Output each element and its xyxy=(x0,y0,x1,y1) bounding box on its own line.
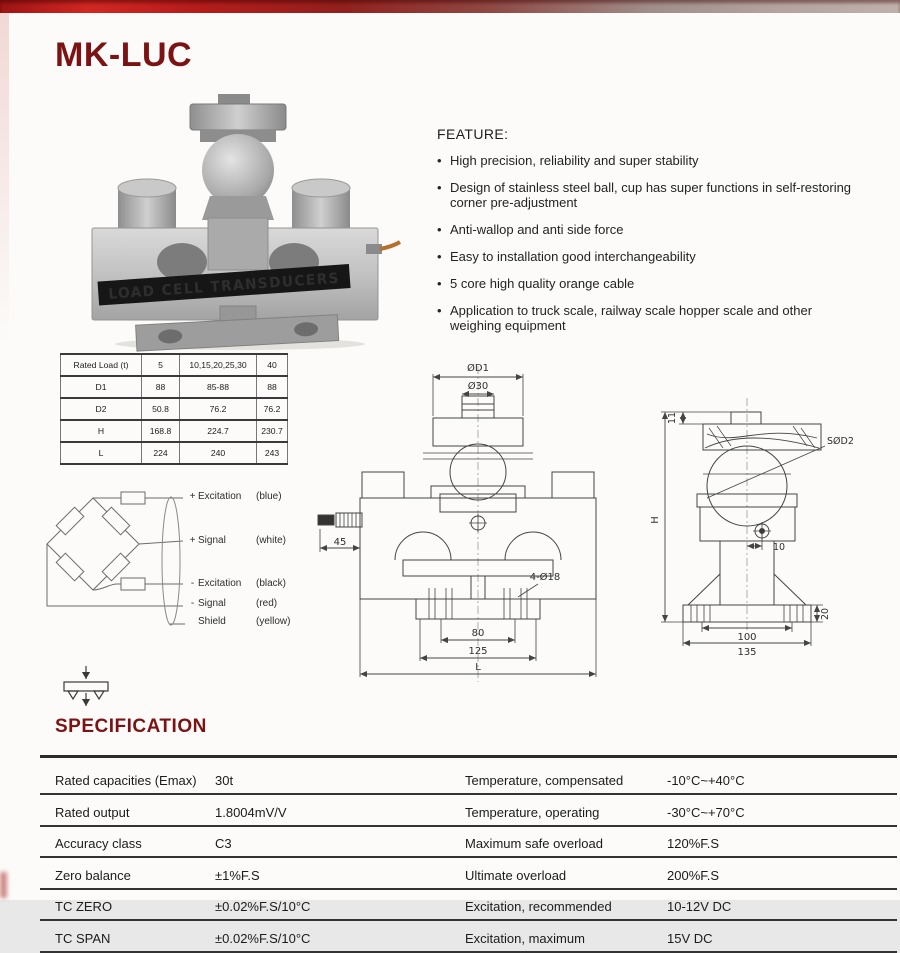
photo-ball-cup xyxy=(202,196,274,220)
spec-row xyxy=(40,795,897,827)
spec-value: -10°C~+40°C xyxy=(667,773,745,788)
dim-value-cell: 76.2 xyxy=(180,398,257,420)
bullet-icon: • xyxy=(437,249,442,264)
dim-value-cell: 85-88 xyxy=(180,376,257,398)
dim-label-10: 10 xyxy=(773,542,786,553)
wire-signal-plus xyxy=(139,541,183,544)
dim-value-cell: 10,15,20,25,30 xyxy=(180,354,257,376)
wiring-name: Signal xyxy=(198,598,226,609)
center-mark-cross xyxy=(469,514,487,532)
cable-plug xyxy=(318,515,334,525)
photo-ball xyxy=(202,134,274,206)
spec-row xyxy=(40,858,897,890)
wiring-color: (black) xyxy=(256,578,287,589)
shear-pocket-left xyxy=(395,532,451,560)
wiring-label-row xyxy=(187,535,286,546)
dim-label-80: 80 xyxy=(471,628,485,639)
photo-band-text: LOAD CELL TRANSDUCERS xyxy=(107,269,354,303)
wiring-name: Shield xyxy=(198,616,226,627)
dim-label-135: 135 xyxy=(737,647,757,658)
spec-table xyxy=(40,755,897,953)
dim-value-cell: 240 xyxy=(180,442,257,464)
wiring-sign: - xyxy=(190,578,195,589)
feature-text: 5 core high quality orange cable xyxy=(450,276,635,291)
dim-value-cell: 243 xyxy=(257,442,288,464)
dim-row xyxy=(61,442,288,464)
wiring-color: (blue) xyxy=(256,491,282,502)
dim-label-holes: 4-Ø18 xyxy=(529,572,561,583)
dim-value-cell: 5 xyxy=(142,354,180,376)
wiring-name: Excitation xyxy=(198,491,242,502)
top-button xyxy=(731,412,761,424)
photo-cable xyxy=(380,242,400,249)
spec-value: 200%F.S xyxy=(667,867,720,883)
photo-center-block xyxy=(208,218,268,270)
dim-label-d30: Ø30 xyxy=(467,381,489,392)
series-resistor-top xyxy=(121,492,145,504)
dim-label-H: H xyxy=(650,516,661,524)
dim-value-cell: 224.7 xyxy=(180,420,257,442)
feature-text: Easy to installation good interchangeability xyxy=(450,249,696,264)
spec-value: 10-12V DC xyxy=(667,899,732,914)
spec-label: Rated capacities (Emax) xyxy=(55,773,197,788)
specification-heading: SPECIFICATION xyxy=(55,716,207,737)
wiring-sign: + xyxy=(189,535,196,546)
feature-item xyxy=(437,303,877,333)
spec-label: Temperature, operating xyxy=(465,804,600,820)
bridge-edges xyxy=(47,498,139,590)
feature-text: High precision, reliability and super stability xyxy=(450,153,699,168)
front-view-drawing xyxy=(298,356,632,690)
dim-label-cell: D2 xyxy=(61,398,142,420)
bullet-icon: • xyxy=(437,153,442,168)
photo-left-boss-top xyxy=(118,179,176,197)
product-photo xyxy=(70,92,400,350)
dim-label-20: 20 xyxy=(820,607,831,621)
dim-label-11: 11 xyxy=(667,411,678,425)
feature-item xyxy=(437,180,877,210)
spec-label: Accuracy class xyxy=(55,836,142,851)
spec-value: -30°C~+70°C xyxy=(667,804,745,820)
corner-mark xyxy=(0,872,7,898)
sd2-leader xyxy=(707,446,825,498)
dim-value-cell: 230.7 xyxy=(257,420,288,442)
spec-value: ±1%F.S xyxy=(215,867,260,883)
spec-label: Temperature, compensated xyxy=(465,773,624,788)
dim-label-d1: ØD1 xyxy=(467,363,489,374)
cup-cavity-curve xyxy=(705,433,819,448)
dim-label-cell: Rated Load (t) xyxy=(61,354,142,376)
spec-value: 1.8004mV/V xyxy=(215,804,287,820)
wiring-name: Excitation xyxy=(198,578,242,589)
left-boss xyxy=(362,472,404,498)
spec-row xyxy=(40,921,897,953)
bullet-icon: • xyxy=(437,180,442,195)
dim-label-45: 45 xyxy=(333,537,347,548)
connector-hatch xyxy=(340,513,356,527)
load-direction-symbol xyxy=(56,664,116,716)
feature-text: Application to truck scale, railway scale hopper scale and other weighing equipment xyxy=(450,303,813,333)
bullet-icon: • xyxy=(437,222,442,237)
feature-item xyxy=(437,249,877,264)
spec-label: Ultimate overload xyxy=(465,867,567,883)
dim-label-cell: L xyxy=(61,442,142,464)
wiring-sign: + xyxy=(189,491,196,502)
spec-label: Excitation, recommended xyxy=(465,899,612,914)
wiring-label-row xyxy=(187,578,286,589)
dimension-table xyxy=(60,353,288,465)
bridge-diagram xyxy=(33,476,185,632)
dim-value-cell: 76.2 xyxy=(257,398,288,420)
feature-item xyxy=(437,276,877,291)
spec-row xyxy=(40,827,897,859)
dim-value-cell: 88 xyxy=(142,376,180,398)
feature-text: Design of stainless steel ball, cup has super functions in self-restoring corner pre-adjustment xyxy=(450,180,852,210)
plate-hatch xyxy=(709,426,815,448)
photo-cable-gland xyxy=(366,244,382,254)
spec-value: ±0.02%F.S/10°C xyxy=(215,899,311,914)
wiring-label-row xyxy=(187,598,277,609)
bullet-icon: • xyxy=(437,276,442,291)
page-title: MK-LUC xyxy=(55,36,193,74)
support-triangle-left xyxy=(68,691,78,699)
feature-heading: FEATURE: xyxy=(437,126,509,142)
bullet-icon: • xyxy=(437,303,442,318)
dim-label-100: 100 xyxy=(737,632,757,643)
feature-list xyxy=(437,153,877,345)
series-resistor-bottom xyxy=(121,578,145,590)
wiring-color: (red) xyxy=(256,598,278,609)
dim-label-125: 125 xyxy=(468,646,488,657)
feature-text: Anti-wallop and anti side force xyxy=(450,222,624,237)
dim-value-cell: 168.8 xyxy=(142,420,180,442)
spec-label: TC SPAN xyxy=(55,930,111,946)
photo-right-boss-top xyxy=(292,179,350,197)
spec-value: C3 xyxy=(215,836,232,851)
spec-label: Zero balance xyxy=(55,867,131,883)
photo-knurled-disc xyxy=(190,104,286,130)
body-block xyxy=(700,507,795,541)
dim-label-cell: H xyxy=(61,420,142,442)
spec-label: TC ZERO xyxy=(55,899,113,914)
beam-bar xyxy=(64,682,108,691)
dim-value-cell: 40 xyxy=(257,354,288,376)
spec-label: Excitation, maximum xyxy=(465,930,585,946)
spec-value: 30t xyxy=(215,773,234,788)
dim-row xyxy=(61,420,288,442)
side-view-drawing xyxy=(645,382,895,660)
spec-row xyxy=(40,890,897,922)
spec-row xyxy=(40,758,897,795)
dim-value-cell: 50.8 xyxy=(142,398,180,420)
spec-value: ±0.02%F.S/10°C xyxy=(215,930,311,946)
dim-label-sd2: SØD2 xyxy=(827,436,854,447)
dim-row xyxy=(61,376,288,398)
dim-row xyxy=(61,398,288,420)
spec-value: 15V DC xyxy=(667,930,713,946)
support-triangle-right xyxy=(94,691,104,699)
spec-label: Maximum safe overload xyxy=(465,836,603,851)
wiring-label-row xyxy=(187,616,290,627)
shear-pocket-right xyxy=(505,532,561,560)
spec-value: 120%F.S xyxy=(667,836,720,851)
dim-value-cell: 88 xyxy=(257,376,288,398)
wiring-sign: - xyxy=(190,598,195,609)
wiring-label-row xyxy=(187,491,282,502)
dim-label-L: L xyxy=(475,662,481,673)
dim-value-cell: 224 xyxy=(142,442,180,464)
feature-item xyxy=(437,222,877,237)
dim-row xyxy=(61,354,288,376)
wiring-color: (yellow) xyxy=(256,616,291,627)
edge-vignette xyxy=(0,13,9,343)
right-boss xyxy=(552,472,594,498)
red-header-bar xyxy=(0,0,900,13)
dim-label-cell: D1 xyxy=(61,376,142,398)
wiring-color: (white) xyxy=(256,535,287,546)
spec-label: Rated output xyxy=(55,804,130,820)
wiring-name: Signal xyxy=(198,535,226,546)
feature-item xyxy=(437,153,877,168)
